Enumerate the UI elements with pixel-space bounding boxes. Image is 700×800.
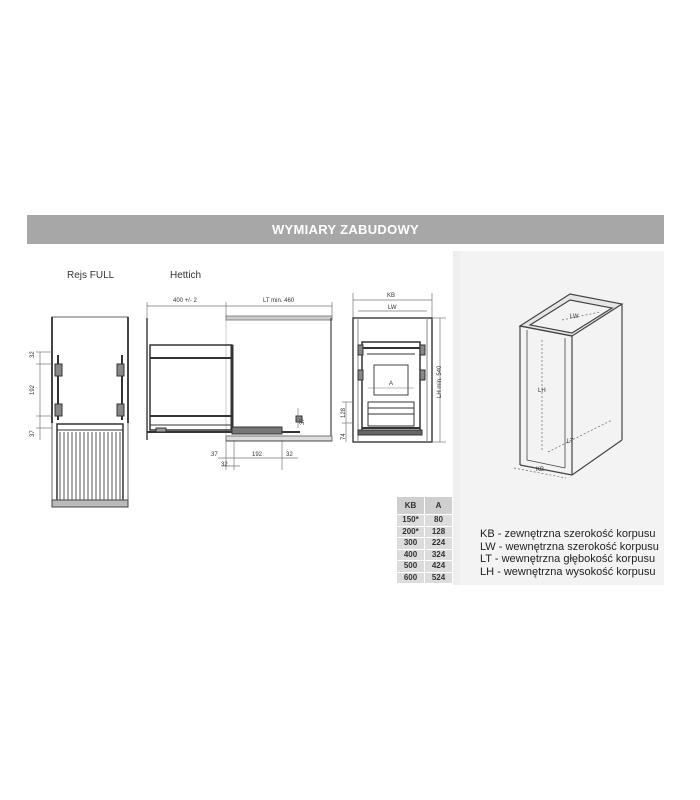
dim-37-bottom: 37 [211,452,218,458]
cabinet-label-lh: LH [538,388,546,394]
table-cell-a: 324 [425,549,453,561]
table-cell-kb: 400 [397,549,425,561]
dim-37-right: 37 [300,418,306,425]
size-table-header [397,497,453,515]
size-table-header-a: A [425,497,453,515]
table-row [397,572,453,583]
front-view-drawing [36,317,128,507]
dim-lt-min: LT min. 460 [263,298,295,304]
dim-37-vertical: 37 [30,430,36,437]
table-row [397,526,453,538]
dim-192-vertical: 192 [30,384,36,395]
dim-32-vertical: 32 [30,351,36,358]
dim-32-right: 32 [286,452,293,458]
dim-lw: LW [388,305,397,311]
size-table [397,497,453,583]
table-cell-a: 524 [425,572,453,583]
legend-item-kb: KB - zewnętrzna szerokość korpusu [480,528,656,540]
cabinet-dimension-lines [514,312,612,478]
cabinet-label-lw: LW [570,314,579,320]
table-cell-kb: 600 [397,572,425,583]
dim-kb: KB [387,293,396,299]
dim-front-depth: 400 +/- 2 [173,298,197,304]
dim-192: 192 [252,452,263,458]
table-cell-kb: 500 [397,561,425,573]
legend-item-lt: LT - wewnętrzna głębokość korpusu [480,553,656,565]
dim-32-left: 32 [221,462,228,468]
caption-rejs-full: Rejs FULL [67,270,115,281]
table-row [397,561,453,573]
side-view-drawing [147,302,332,470]
banner-title: WYMIARY ZABUDOWY [271,222,420,237]
cabinet-label-kb: KB [536,467,545,473]
table-row [397,549,453,561]
table-cell-a: 80 [425,515,453,527]
dim-128: 128 [341,407,347,418]
table-cell-a: 128 [425,526,453,538]
size-table-header-kb: KB [397,497,425,515]
legend-item-lh: LH - wewnętrzna wysokość korpusu [480,565,656,578]
caption-hettich: Hettich [170,270,202,281]
legend-item-lw: LW - wewnętrzna szerokość korpusu [480,540,659,553]
table-cell-kb: 150* [397,515,425,527]
dim-74: 74 [341,433,347,440]
cabinet-label-lt: LT [567,439,574,445]
cabinet-isometric-drawing [520,294,622,475]
table-cell-a: 224 [425,538,453,550]
table-cell-kb: 300 [397,538,425,550]
table-row [397,515,453,527]
dim-lh-min: LH min. 540 [437,365,443,398]
width-view-drawing [342,293,446,442]
table-row [397,538,453,550]
dim-a: A [389,381,394,387]
table-cell-a: 424 [425,561,453,573]
table-cell-kb: 200* [397,526,425,538]
dimension-legend [480,528,659,578]
